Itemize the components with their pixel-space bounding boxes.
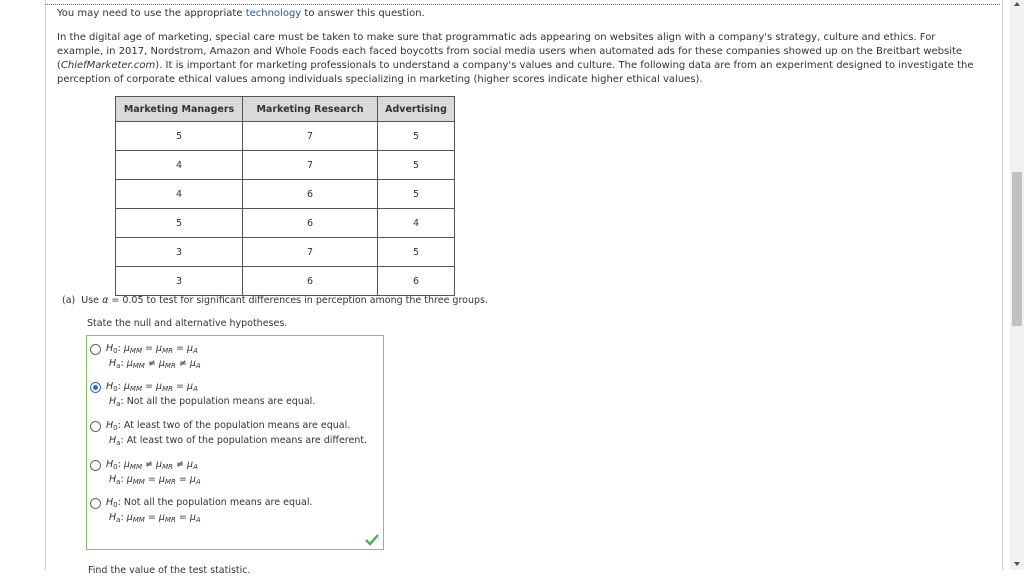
focus-outline: [45, 4, 1000, 5]
scroll-thumb[interactable]: [1012, 172, 1022, 326]
radio-option-5[interactable]: [90, 498, 101, 509]
col-marketing-managers: Marketing Managers: [116, 97, 243, 122]
table-row: 5 7 5: [116, 122, 455, 151]
scroll-up-icon[interactable]: [1014, 2, 1020, 6]
radio-option-3[interactable]: [90, 421, 101, 432]
h0-line: $H_0$: Not all the population means are equal.: [106, 497, 313, 509]
ha-line: $H_a$: $\mu_{MM} = \mu_{MR} = \mu_A$: [109, 474, 201, 486]
question-intro: In the digital age of marketing, special care must be taken to make sure that programmatic ads appearing on websites align with a company's strategy, culture and ethics. For example, in 2017, Nordstrom, Amazon and Whole Foods each faced boycotts from social media users when automated ads for these companies showed up on the Breitbart website (ChiefMarketer.com). It is important for marketing professionals to understand a company's values and culture. The following data are from an experiment designed to investigate the perception of corporate ethical values among individuals specializing in marketing (higher scores indicate higher ethical values).: [57, 32, 974, 85]
h0-line: $H_0$: $\mu_{MM} \ne \mu_{MR} \ne \mu_A$: [106, 459, 198, 471]
table-row: 3 7 5: [116, 238, 455, 267]
radio-option-2-selected[interactable]: [90, 382, 101, 393]
vertical-scrollbar[interactable]: [1010, 0, 1024, 570]
h0-line: $H_0$: At least two of the population means are equal.: [106, 420, 351, 432]
table-row: 4 6 5: [116, 180, 455, 209]
radio-option-1[interactable]: [90, 344, 101, 355]
table-row: 3 6 6: [116, 267, 455, 296]
ha-line: $H_a$: At least two of the population means are different.: [109, 435, 368, 447]
next-question-text: Find the value of the test statistic.: [88, 565, 251, 576]
ha-line: $H_a$: $\mu_{MM} \ne \mu_{MR} \ne \mu_A$: [109, 358, 201, 370]
state-hypotheses-prompt: State the null and alternative hypotheses.: [87, 318, 288, 329]
table-row: 4 7 5: [116, 151, 455, 180]
ha-line: $H_a$: Not all the population means are equal.: [109, 396, 316, 408]
radio-option-4[interactable]: [90, 460, 101, 471]
data-table: [115, 96, 455, 296]
h0-line: $H_0$: $\mu_{MM} = \mu_{MR} = \mu_A$: [106, 343, 198, 355]
correct-check-icon: [365, 534, 379, 546]
h0-line: $H_0$: $\mu_{MM} = \mu_{MR} = \mu_A$: [106, 381, 198, 393]
hypotheses-answer-box: [86, 335, 384, 550]
tech-note: You may need to use the appropriate technology to answer this question.: [57, 8, 425, 19]
technology-link[interactable]: technology: [245, 8, 302, 19]
ha-line: $H_a$: $\mu_{MM} = \mu_{MR} = \mu_A$: [109, 512, 201, 524]
table-header-row: [116, 97, 455, 122]
col-advertising: Advertising: [378, 97, 455, 122]
scroll-down-icon[interactable]: [1014, 562, 1020, 566]
table-row: 5 6 4: [116, 209, 455, 238]
part-a-prompt: (a) Use α = 0.05 to test for significant differences in perception among the three groups.: [62, 295, 488, 306]
col-marketing-research: Marketing Research: [243, 97, 378, 122]
